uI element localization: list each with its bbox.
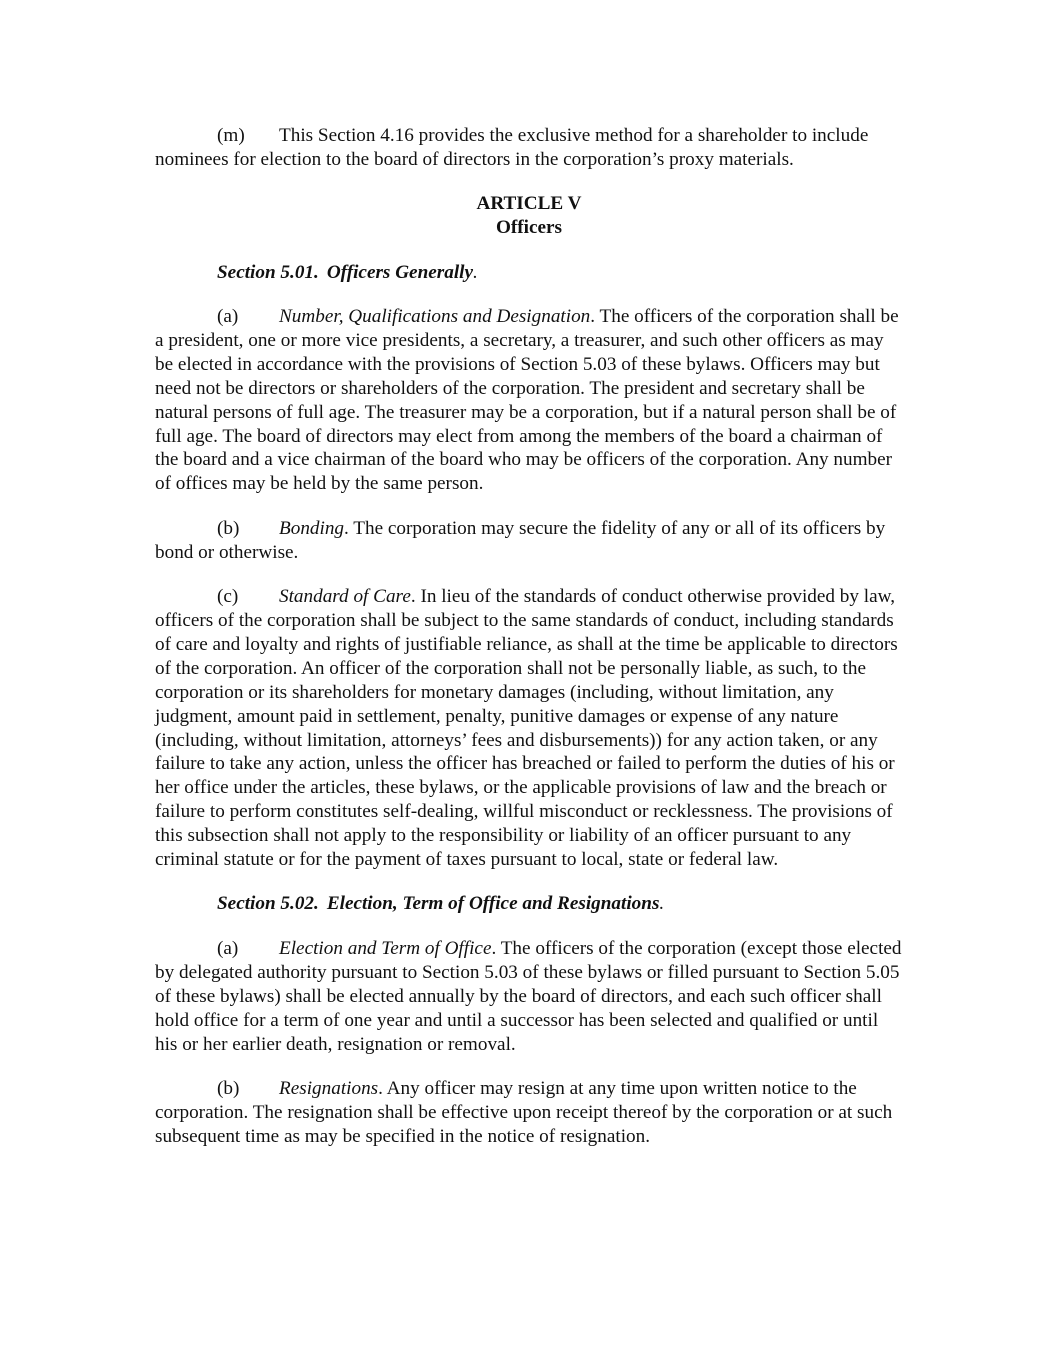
paragraph-number: (a)	[217, 306, 239, 328]
section-period: .	[473, 261, 478, 283]
section-label: Section 5.02.	[217, 893, 319, 915]
paragraph-number: (m)	[217, 125, 245, 146]
paragraph-caption: Number, Qualifications and Designation	[279, 306, 591, 328]
article-heading	[155, 192, 903, 240]
paragraph-text: . The officers of the corporation (except those elected by delegated authority pursuant to Section 5.03 of these bylaws or filled pursuant to Section 5.05 of these bylaws) shall be elected annually by the board of directors, and each such officer shall hold office for a term of one year and until a successor has been selected and qualified or until his or her earlier death, resignation or removal.	[155, 937, 902, 1055]
paragraph-5-01-c	[155, 585, 903, 872]
paragraph-number: (a)	[217, 937, 239, 959]
paragraph-5-02-a	[155, 937, 903, 1057]
paragraph-caption: Standard of Care	[279, 586, 411, 608]
paragraph-text: . The officers of the corporation shall be a president, one or more vice presidents, a secretary, a treasurer, and such other officers as may be elected in accordance with the provisions of Section 5.03 of these bylaws. Officers may but need not be directors or shareholders of the corporation. The president and secretary shall be natural persons of full age. The treasurer may be a corporation, but if a natural person shall be of full age. The board of directors may elect from among the members of the board a chairman of the board and a vice chairman of the board who may be officers of the corporation. Any number of offices may be held by the same person.	[155, 306, 899, 495]
paragraph-text: This Section 4.16 provides the exclusive method for a shareholder to include nominees for election to the board of directors in the corporation’s proxy materials.	[155, 125, 869, 170]
paragraph-text: . Any officer may resign at any time upon written notice to the corporation. The resignation shall be effective upon receipt thereof by the corporation or at such subsequent time as may be specified in the notice of resignation.	[155, 1077, 893, 1147]
paragraph-number: (c)	[217, 586, 239, 608]
paragraph-caption: Bonding	[279, 517, 345, 539]
section-5-02-heading	[155, 892, 903, 916]
paragraph-caption: Election and Term of Office	[279, 937, 492, 959]
paragraph-m	[155, 124, 903, 172]
section-title: Election, Term of Office and Resignations	[326, 893, 660, 915]
paragraph-5-01-b	[155, 517, 903, 565]
section-label: Section 5.01.	[217, 261, 319, 283]
section-title: Officers Generally	[326, 261, 473, 283]
paragraph-5-01-a	[155, 305, 903, 496]
paragraph-5-02-b	[155, 1077, 903, 1149]
section-5-01-heading	[155, 261, 903, 285]
document-page	[155, 124, 903, 1169]
paragraph-number: (b)	[217, 1077, 240, 1099]
section-period: .	[659, 893, 665, 915]
paragraph-text: . In lieu of the standards of conduct otherwise provided by law, officers of the corporation shall be subject to the same standards of conduct, including standards of care and loyalty and rights of justifiable reliance, as shall at the time be applicable to directors of the corporation. An officer of the corporation shall not be personally liable, as such, to the corporation or its shareholders for monetary damages (including, without limitation, any judgment, amount paid in settlement, penalty, punitive damages or expense of any nature (including, without limitation, attorneys’ fees and disbursements)) for any action taken, or any failure to take any action, unless the officer has breached or failed to perform the duties of his or her office under the articles, these bylaws, or the applicable provisions of law and the breach or failure to perform constitutes self-dealing, willful misconduct or recklessness. The provisions of this subsection shall not apply to the responsibility or liability of an officer pursuant to any criminal statute or for the payment of taxes pursuant to local, state or federal law.	[155, 586, 898, 871]
paragraph-text: . The corporation may secure the fidelity of any or all of its officers by bond or otherwise.	[155, 517, 886, 563]
paragraph-number: (b)	[217, 517, 240, 539]
article-number: ARTICLE V	[476, 193, 582, 215]
paragraph-caption: Resignations	[279, 1077, 379, 1099]
article-title: Officers	[495, 217, 563, 239]
